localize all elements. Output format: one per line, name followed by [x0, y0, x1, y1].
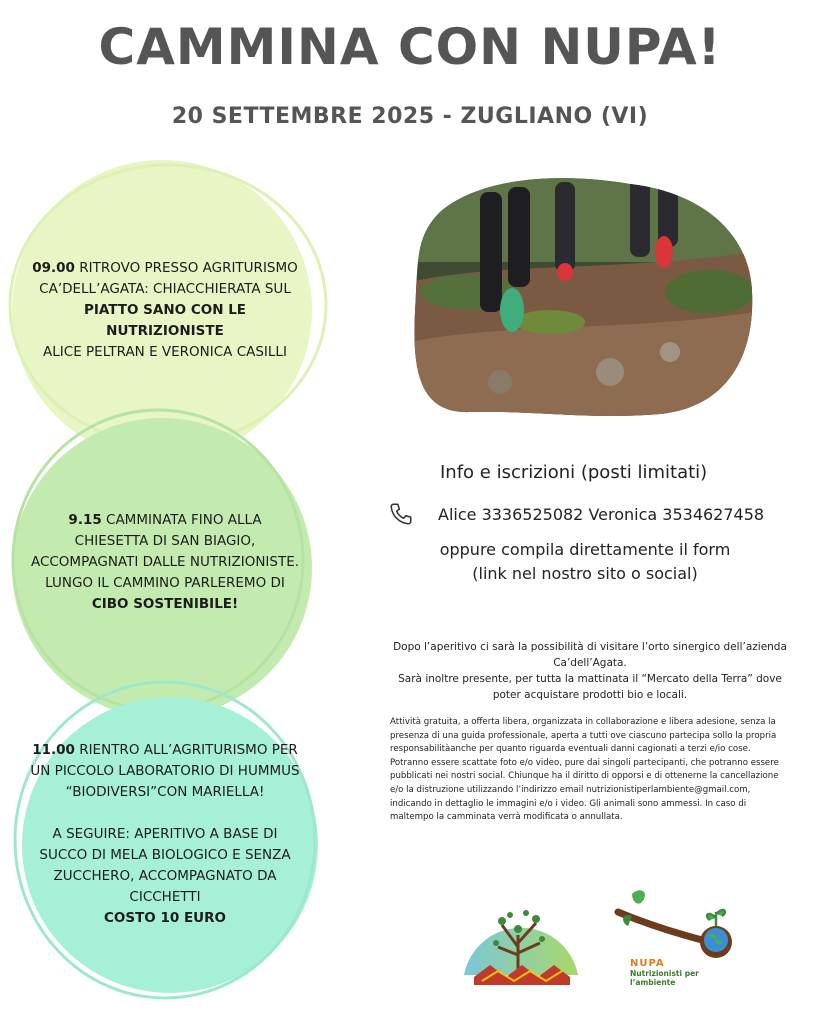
- event-date-location: 20 SETTEMBRE 2025 - ZUGLIANO (VI): [171, 104, 649, 129]
- schedule-lab-text: 11.00 RIENTRO ALL’AGRITURISMO PER UN PICCOLO LABORATORIO DI HUMMUS “BIODIVERSI”CON MARIELLA! A SEGUIRE: APERITIVO A BASE DI SUCCO DI MELA BIOLOGICO E SENZA ZUCCHERO, ACCOMPAGNATO DA CICCHETTI COSTO 10 EURO: [30, 742, 300, 926]
- phone-contacts: [388, 501, 764, 527]
- disclaimer-text: Attività gratuita, a offerta libera, organizzata in collaborazione e libera adesione, senza la presenza di una guida professionale, aperta a tutti ove ciascuno partecipa sollo la propria responsabilitàanche per quanto riguarda eventuali danni cagionati a terzi e/io cose. Potranno essere scattate foto e/o video, pure dai singoli partecipanti, che potranno essere pubblicati nei nostri social. Chiunque ha il diritto di opporsi e di ottenerne la cancellazione e/o la distruzione utilizzando l’indirizzo email nutrizionistiperlambiente@gmail.com, indicando in dettaglio le immagini e/o i video. Gli animali sono ammessi. In caso di maltempo la camminata verrà modificata o annullata.: [390, 717, 779, 823]
- tree-logo: [460, 885, 582, 985]
- nupa-name: NUPA: [630, 958, 665, 969]
- page-title: CAMMINA CON NUPA!: [98, 18, 722, 76]
- phone-icon: [388, 501, 414, 527]
- schedule-walk-text: 9.15 CAMMINATA FINO ALLA CHIESETTA DI SAN BIAGIO, ACCOMPAGNATI DALLE NUTRIZIONISTE. LUNGO IL CAMMINO PARLEREMO DI CIBO SOSTENIBILE!: [30, 512, 300, 612]
- cost-label: COSTO 10 EURO: [103, 910, 227, 926]
- info-title: Info e iscrizioni (posti limitati): [440, 462, 708, 483]
- form-info: oppure compila direttamente il form (link nel nostro sito o social): [439, 540, 731, 583]
- schedule-time: 09.00: [32, 260, 75, 276]
- phone-numbers[interactable]: Alice 3336525082 Veronica 3534627458: [438, 504, 765, 524]
- schedule-time: 11.00: [32, 742, 75, 758]
- hiking-photo: [410, 172, 755, 420]
- nupa-subtitle: Nutrizionisti per l’ambiente: [630, 969, 699, 987]
- schedule-time: 9.15: [68, 512, 102, 528]
- nupa-label: [630, 958, 740, 987]
- after-aperitif-info: Dopo l’aperitivo ci sarà la possibilità di visitare l’orto sinergico dell’azienda Ca’dell’Agata. Sarà inoltre presente, per tutta la mattinata il “Mercato della Terra” dove poter acquistare prodotti bio e locali.: [393, 641, 787, 701]
- schedule-morning-text: 09.00 RITROVO PRESSO AGRITURISMO CA’DELL’AGATA: CHIACCHIERATA SUL PIATTO SANO CON LE NUTRIZIONISTE ALICE PELTRAN E VERONICA CASILLI: [32, 260, 298, 360]
